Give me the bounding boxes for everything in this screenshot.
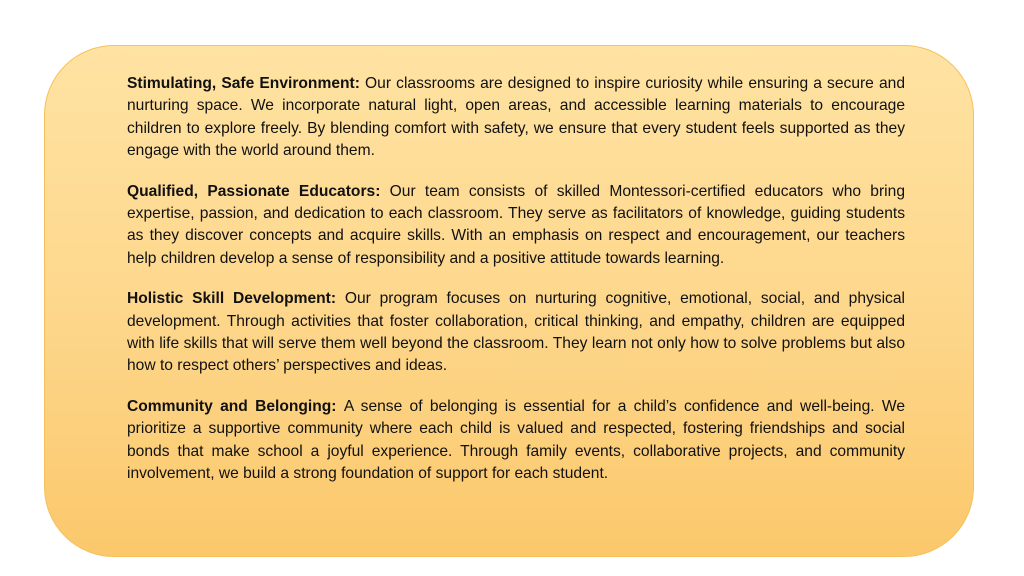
section-heading: Stimulating, Safe Environment: <box>127 75 366 92</box>
section-community-and-belonging <box>127 396 905 486</box>
section-body: Our program focuses on nurturing cognitive, emotional, social, and physical development. Through activities that foster collaboration, critical thinking, and empathy, children are equipped with life skills that will serve them well beyond the classroom. They learn not only how to solve problems but also how to respect others’ perspectives and ideas. <box>127 290 905 375</box>
section-heading: Community and Belonging: <box>127 397 344 415</box>
section-body: A sense of belonging is essential for a child’s confidence and well-being. We prioritize a supportive community where each child is valued and respected, fostering friendships and social bonds that make school a joyful experience. Through family events, collaborative projects, and community involvement, we build a strong foundation of support for each student. <box>127 397 906 483</box>
section-heading: Qualified, Passionate Educators: <box>127 182 390 200</box>
section-holistic-skill-development <box>127 288 905 378</box>
section-heading: Holistic Skill Development: <box>127 290 345 308</box>
content-text-block <box>127 73 905 486</box>
section-body: Our team consists of skilled Montessori-certified educators who bring expertise, passion, and dedication to each classroom. They serve as facilitators of knowledge, guiding students as they discover concepts and acquire skills. With an emphasis on respect and encouragement, our teachers help children develop a sense of responsibility and a positive attitude towards learning. <box>127 182 905 267</box>
section-stimulating-safe-environment <box>127 73 905 163</box>
section-body: Our classrooms are designed to inspire curiosity while ensuring a secure and nurturing space. We incorporate natural light, open areas, and accessible learning materials to encourage children to explore freely. By blending comfort with safety, we ensure that every student feels supported as they engage with the world around them. <box>127 75 905 160</box>
section-qualified-passionate-educators <box>127 181 905 271</box>
